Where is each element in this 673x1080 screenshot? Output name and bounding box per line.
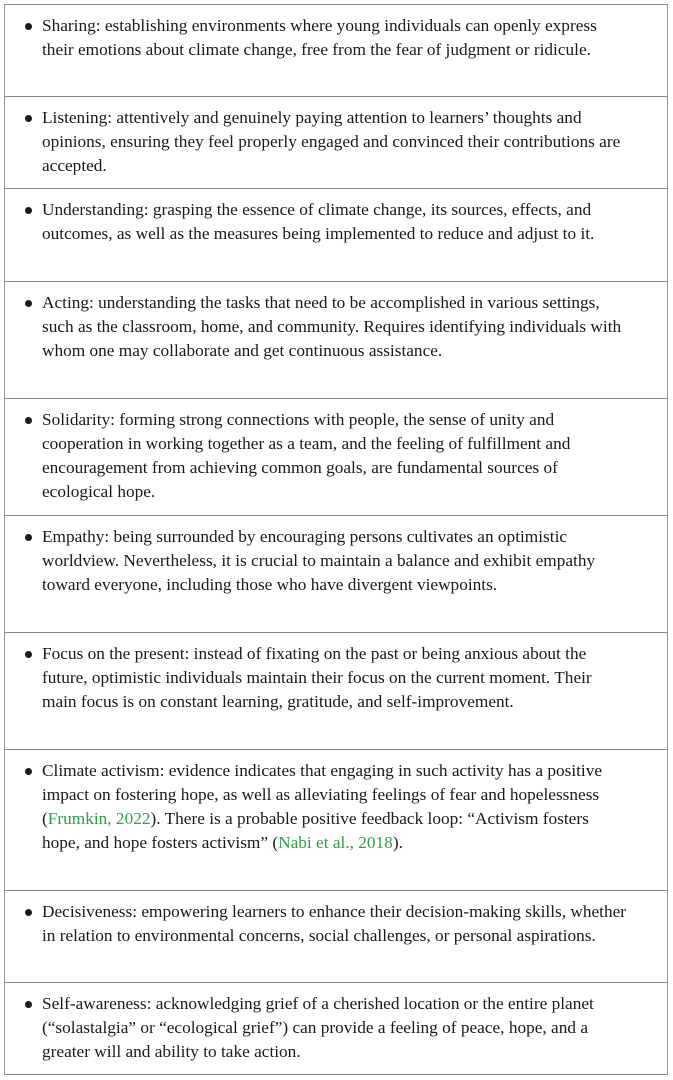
text-segment: Listening: attentively and genuinely paying attention to learners’ thoughts and opinions, ensuring they feel properly engaged and convinced their contributions are accepted. xyxy=(42,108,621,175)
bullet-icon xyxy=(25,207,32,214)
bullet-icon xyxy=(25,417,32,424)
bullet-icon xyxy=(25,909,32,916)
row-text xyxy=(42,900,627,948)
row-text xyxy=(42,408,627,504)
row-text xyxy=(42,992,627,1064)
row-text xyxy=(42,291,627,363)
citation-link[interactable]: Nabi et al., 2018 xyxy=(278,833,393,852)
bullet-icon xyxy=(25,23,32,30)
row-understanding xyxy=(4,189,668,282)
text-segment: Self-awareness: acknowledging grief of a cherished location or the entire planet (“solastalgia” or “ecological grief”) can provide a feeling of peace, hope, and a greater will and ability to take action. xyxy=(42,994,594,1061)
text-segment: Decisiveness: empowering learners to enhance their decision-making skills, whether in relation to environmental concerns, social challenges, or personal aspirations. xyxy=(42,902,627,945)
row-focus-present xyxy=(4,633,668,750)
row-text xyxy=(42,642,627,714)
row-decisiveness xyxy=(4,891,668,983)
row-text xyxy=(42,14,627,62)
row-listening xyxy=(4,97,668,189)
row-solidarity xyxy=(4,399,668,516)
text-segment: Focus on the present: instead of fixating on the past or being anxious about the future, optimistic individuals maintain their focus on the current moment. Their main focus is on constant learning, gratitude, and self-improvement. xyxy=(42,644,592,711)
row-text xyxy=(42,106,627,178)
row-self-awareness xyxy=(4,983,668,1075)
text-segment: Sharing: establishing environments where young individuals can openly express their emotions about climate change, free from the fear of judgment or ridicule. xyxy=(42,16,597,59)
text-segment: Empathy: being surrounded by encouraging persons cultivates an optimistic worldview. Nevertheless, it is crucial to maintain a balance and exhibit empathy toward everyone, including those who have divergent viewpoints. xyxy=(42,527,596,594)
strategies-table xyxy=(4,4,668,1075)
text-segment: Climate activism: evidence indicates that engaging in such activity has a positive impact on fostering hope, as well as alleviating feelings of fear and hopelessness ( xyxy=(42,761,603,828)
text-segment: ). There is a probable positive feedback loop: “Activism fosters hope, and hope fosters activism” ( xyxy=(42,809,589,852)
bullet-icon xyxy=(25,300,32,307)
bullet-icon xyxy=(25,534,32,541)
row-text xyxy=(42,759,627,855)
row-text xyxy=(42,525,627,597)
row-text xyxy=(42,198,627,246)
text-segment: ). xyxy=(392,833,403,852)
bullet-icon xyxy=(25,651,32,658)
text-segment: Acting: understanding the tasks that need to be accomplished in various settings, such as the classroom, home, and community. Requires identifying individuals with whom one may collaborate and get continuous assistance. xyxy=(42,293,622,360)
row-sharing xyxy=(4,5,668,97)
text-segment: Solidarity: forming strong connections with people, the sense of unity and cooperation in working together as a team, and the feeling of fulfillment and encouragement from achieving common goals, are fundamental sources of ecological hope. xyxy=(42,410,571,501)
text-segment: Understanding: grasping the essence of climate change, its sources, effects, and outcomes, as well as the measures being implemented to reduce and adjust to it. xyxy=(42,200,595,243)
row-acting xyxy=(4,282,668,399)
bullet-icon xyxy=(25,115,32,122)
bullet-icon xyxy=(25,1001,32,1008)
row-empathy xyxy=(4,516,668,633)
citation-link[interactable]: Frumkin, 2022 xyxy=(47,809,151,828)
bullet-icon xyxy=(25,768,32,775)
row-climate-activism xyxy=(4,750,668,891)
